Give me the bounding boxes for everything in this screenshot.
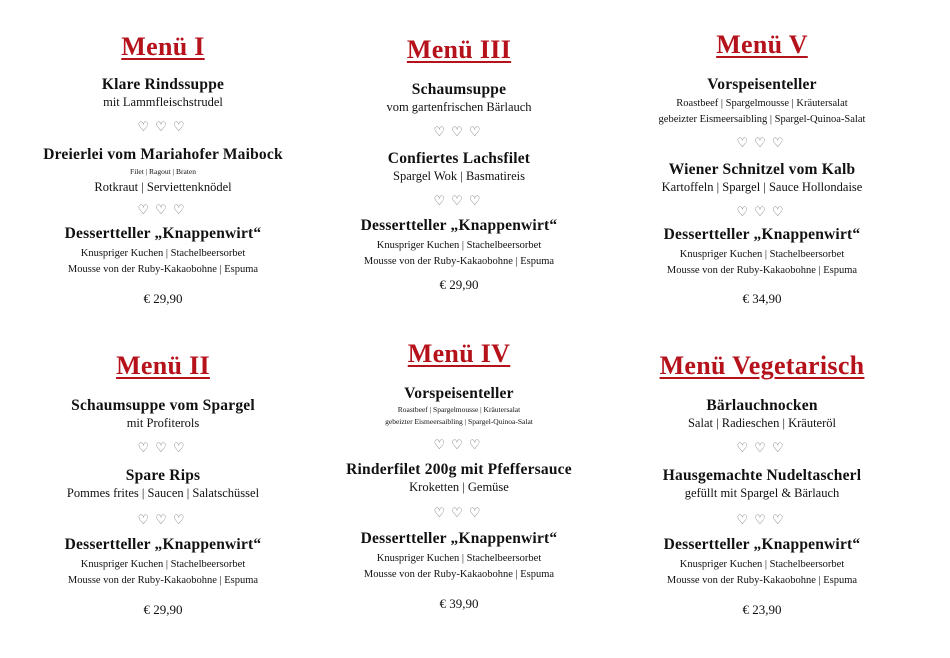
course-name: Dessertteller „Knappenwirt“ <box>360 530 558 547</box>
heart-icon: ♡ <box>172 513 189 528</box>
menu-price: € 34,90 <box>742 291 782 306</box>
course-name: Hausgemachte Nudeltascherl <box>662 467 862 484</box>
course-name: Vorspeisenteller <box>707 76 817 93</box>
heart-icon: ♡ <box>451 125 467 140</box>
heart-icon: ♡ <box>451 438 467 453</box>
course-starter <box>612 397 912 431</box>
course-name: Dessertteller „Knappenwirt“ <box>360 217 558 234</box>
course-dessert <box>309 217 609 268</box>
heart-icon: ♡ <box>754 441 770 456</box>
menu-2 <box>13 349 313 618</box>
heart-icon: ♡ <box>155 441 171 456</box>
course-description: Knuspriger Kuchen | Stachelbeersorbet <box>376 553 542 564</box>
course-description: Rotkraut | Serviettenknödel <box>94 180 232 194</box>
hearts-divider <box>13 120 313 136</box>
hearts-divider <box>309 125 609 141</box>
heart-icon: ♡ <box>468 438 485 453</box>
course-dessert <box>13 225 313 276</box>
menu-title: Menü IV <box>407 339 511 368</box>
course-main <box>612 161 912 195</box>
course-name: Dessertteller „Knappenwirt“ <box>64 536 262 553</box>
hearts-divider <box>309 506 609 522</box>
menu-3 <box>309 33 609 293</box>
heart-icon: ♡ <box>172 441 189 456</box>
heart-icon: ♡ <box>433 194 450 209</box>
heart-icon: ♡ <box>433 506 450 521</box>
hearts-divider <box>309 194 609 210</box>
heart-icon: ♡ <box>468 506 485 521</box>
heart-icon: ♡ <box>771 205 788 220</box>
heart-icon: ♡ <box>172 120 189 135</box>
heart-icon: ♡ <box>754 513 770 528</box>
course-name: Spare Rips <box>125 467 201 484</box>
heart-icon: ♡ <box>771 136 788 151</box>
course-main <box>13 467 313 501</box>
course-description: Kartoffeln | Spargel | Sauce Hollondaise <box>661 180 863 194</box>
menu-price: € 29,90 <box>143 291 183 306</box>
course-name: Dreierlei vom Mariahofer Maibock <box>43 146 283 163</box>
heart-icon: ♡ <box>137 203 154 218</box>
course-name: Dessertteller „Knappenwirt“ <box>663 226 861 243</box>
course-description: mit Profiterols <box>126 416 200 430</box>
hearts-divider <box>13 203 313 219</box>
heart-icon: ♡ <box>451 506 467 521</box>
course-name: Confiertes Lachsfilet <box>387 150 531 167</box>
hearts-divider <box>612 513 912 529</box>
menu-price: € 29,90 <box>143 602 183 617</box>
course-name: Dessertteller „Knappenwirt“ <box>64 225 262 242</box>
course-name: Bärlauchnocken <box>706 397 818 414</box>
course-name: Rinderfilet 200g mit Pfeffersauce <box>346 461 572 478</box>
hearts-divider <box>612 136 912 152</box>
heart-icon: ♡ <box>137 441 154 456</box>
course-description: Spargel Wok | Basmatireis <box>393 169 525 183</box>
course-description: Mousse von der Ruby-Kakaobohne | Espuma <box>67 575 259 586</box>
course-main <box>13 146 313 195</box>
course-description: Roastbeef | Spargelmousse | Kräutersalat <box>676 98 848 109</box>
course-description: Knuspriger Kuchen | Stachelbeersorbet <box>679 249 845 260</box>
course-starter <box>309 385 609 427</box>
course-description: Knuspriger Kuchen | Stachelbeersorbet <box>376 240 542 251</box>
course-dessert <box>612 536 912 587</box>
menu-5 <box>612 28 912 307</box>
heart-icon: ♡ <box>172 203 189 218</box>
heart-icon: ♡ <box>736 205 753 220</box>
course-description: gebeizter Eismeersaibling | Spargel-Quinoa-Salat <box>385 417 533 426</box>
course-description: Knuspriger Kuchen | Stachelbeersorbet <box>80 248 246 259</box>
course-description: Mousse von der Ruby-Kakaobohne | Espuma <box>666 265 858 276</box>
course-description: Knuspriger Kuchen | Stachelbeersorbet <box>80 559 246 570</box>
course-name: Schaumsuppe <box>411 81 507 98</box>
course-description: Salat | Radieschen | Kräuteröl <box>687 416 836 430</box>
menu-price: € 39,90 <box>439 596 479 611</box>
heart-icon: ♡ <box>771 513 788 528</box>
course-soup <box>13 76 313 110</box>
course-name: Wiener Schnitzel vom Kalb <box>668 161 856 178</box>
course-description: Kroketten | Gemüse <box>409 480 509 494</box>
heart-icon: ♡ <box>468 194 485 209</box>
heart-icon: ♡ <box>137 120 154 135</box>
menu-price: € 29,90 <box>439 277 479 292</box>
course-dessert <box>13 536 313 587</box>
course-description: Roastbeef | Spargelmousse | Kräutersalat <box>397 405 521 414</box>
course-description: gefüllt mit Spargel & Bärlauch <box>684 486 840 500</box>
course-description: Knuspriger Kuchen | Stachelbeersorbet <box>679 559 845 570</box>
heart-icon: ♡ <box>754 205 770 220</box>
course-description: Mousse von der Ruby-Kakaobohne | Espuma <box>67 264 259 275</box>
hearts-divider <box>13 513 313 529</box>
menu-title: Menü II <box>116 351 210 380</box>
heart-icon: ♡ <box>137 513 154 528</box>
hearts-divider <box>309 438 609 454</box>
heart-icon: ♡ <box>155 513 171 528</box>
menu-1 <box>13 30 313 307</box>
course-name: Schaumsuppe vom Spargel <box>71 397 255 414</box>
course-starter <box>612 76 912 126</box>
course-description: gebeizter Eismeersaibling | Spargel-Quinoa-Salat <box>658 114 866 125</box>
heart-icon: ♡ <box>736 513 753 528</box>
course-description: Mousse von der Ruby-Kakaobohne | Espuma <box>363 256 555 267</box>
heart-icon: ♡ <box>771 441 788 456</box>
heart-icon: ♡ <box>155 120 171 135</box>
hearts-divider <box>13 441 313 457</box>
hearts-divider <box>612 441 912 457</box>
course-name: Klare Rindssuppe <box>101 76 225 93</box>
course-description: Filet | Ragout | Braten <box>130 167 196 176</box>
menu-title: Menü Vegetarisch <box>659 351 865 380</box>
heart-icon: ♡ <box>736 136 753 151</box>
heart-icon: ♡ <box>451 194 467 209</box>
menu-4 <box>309 337 609 612</box>
heart-icon: ♡ <box>736 441 753 456</box>
heart-icon: ♡ <box>433 438 450 453</box>
course-name: Dessertteller „Knappenwirt“ <box>663 536 861 553</box>
hearts-divider <box>612 205 912 221</box>
menu-vegetarian <box>612 349 912 618</box>
menu-price: € 23,90 <box>742 602 782 617</box>
course-description: Mousse von der Ruby-Kakaobohne | Espuma <box>363 569 555 580</box>
heart-icon: ♡ <box>155 203 171 218</box>
menu-title: Menü V <box>716 30 808 59</box>
course-description: Pommes frites | Saucen | Salatschüssel <box>66 486 260 500</box>
menu-title: Menü I <box>121 32 205 61</box>
course-main <box>612 467 912 501</box>
course-description: vom gartenfrischen Bärlauch <box>386 100 532 114</box>
course-main <box>309 150 609 184</box>
course-dessert <box>309 530 609 581</box>
course-dessert <box>612 226 912 277</box>
course-description: Mousse von der Ruby-Kakaobohne | Espuma <box>666 575 858 586</box>
course-soup <box>309 81 609 115</box>
heart-icon: ♡ <box>754 136 770 151</box>
course-description: mit Lammfleischstrudel <box>103 95 223 109</box>
course-main <box>309 461 609 495</box>
heart-icon: ♡ <box>468 125 485 140</box>
course-name: Vorspeisenteller <box>404 385 514 402</box>
menu-title: Menü III <box>406 35 512 64</box>
course-soup <box>13 397 313 431</box>
heart-icon: ♡ <box>433 125 450 140</box>
